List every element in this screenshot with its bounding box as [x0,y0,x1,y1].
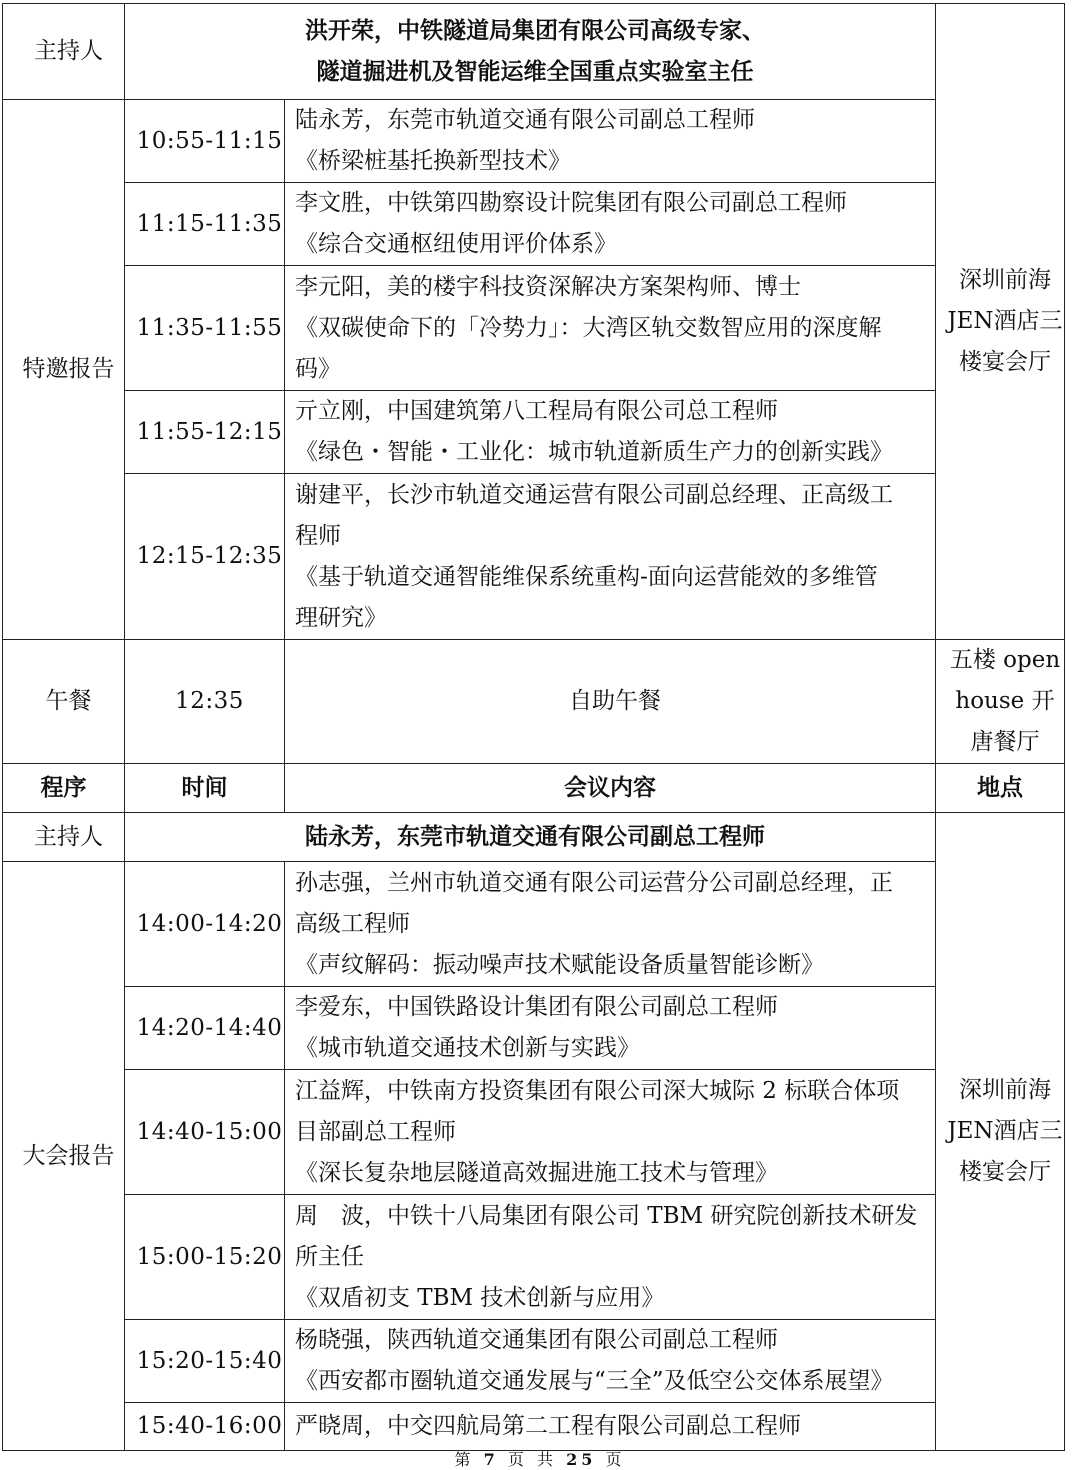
talk-time: 14:40-15:00 [125,1070,285,1195]
page-number: 7 [483,1450,499,1469]
footer-suffix: 页 [605,1450,626,1469]
table-row [3,183,1065,266]
location-cell: 深圳前海JEN酒店三楼宴会厅 [936,4,1065,640]
talk-line: 《声纹解码：振动噪声技术赋能设备质量智能诊断》 [295,951,824,978]
talk-line: 江益辉，中铁南方投资集团有限公司深大城际 2 标联合体项 [295,1077,900,1104]
talk-line: 《深长复杂地层隧道高效掘进施工技术与管理》 [295,1159,778,1186]
host-content [125,4,936,100]
talk-content [285,391,936,474]
lunch-time: 12:35 [125,640,285,764]
table-row [3,391,1065,474]
talk-content [285,266,936,391]
talk-line: 《绿色・智能・工业化：城市轨道新质生产力的创新实践》 [295,439,893,465]
talk-content [285,474,936,640]
header-program: 程序 [3,764,125,813]
talk-line: 周 波，中铁十八局集团有限公司 TBM 研究院创新技术研发 [295,1202,918,1229]
talk-line: 孙志强，兰州市轨道交通有限公司运营分公司副总经理，正 [295,869,893,896]
talk-time: 12:15-12:35 [125,474,285,640]
talk-content [285,987,936,1070]
talk-time: 14:20-14:40 [125,987,285,1070]
table-row [3,1070,1065,1195]
lunch-row [3,640,1065,764]
talk-time: 11:15-11:35 [125,183,285,266]
host-row [3,813,1065,862]
talk-line: 李爱东，中国铁路设计集团有限公司副总工程师 [295,994,778,1020]
header-time: 时间 [125,764,285,813]
talk-time: 10:55-11:15 [125,100,285,183]
table-row [3,1320,1065,1403]
talk-content [285,183,936,266]
talk-line: 《西安都市圈轨道交通发展与“三全”及低空公交体系展望》 [295,1368,894,1394]
talk-line: 程师 [295,522,341,549]
page-total: 25 [566,1450,597,1469]
talk-line: 码》 [295,355,341,382]
talk-line: 目部副总工程师 [295,1118,456,1145]
location-cell: 深圳前海JEN酒店三楼宴会厅 [936,813,1065,1451]
table-row [3,862,1065,987]
talk-line: 《综合交通枢纽使用评价体系》 [295,231,617,257]
talk-time: 11:35-11:55 [125,266,285,391]
footer-prefix: 第 [454,1450,475,1469]
talk-content [285,1403,936,1451]
host-line: 陆永芳，东莞市轨道交通有限公司副总工程师 [305,823,765,850]
header-location: 地点 [936,764,1065,813]
host-line: 隧道掘进机及智能运维全国重点实验室主任 [316,58,754,85]
table-row [3,266,1065,391]
talk-line: 《双盾初支 TBM 技术创新与应用》 [295,1284,665,1311]
lunch-location: 五楼 open house 开唐餐厅 [936,640,1065,764]
talk-line: 李元阳，美的楼宇科技资深解决方案架构师、博士 [295,273,801,300]
table-row [3,100,1065,183]
talk-line: 《双碳使命下的「冷势力」：大湾区轨交数智应用的深度解 [295,314,882,341]
talk-content [285,1070,936,1195]
talk-content [285,862,936,987]
table-row [3,474,1065,640]
table-header-row [3,764,1065,813]
talk-line: 《基于轨道交通智能维保系统重构-面向运营能效的多维管 [295,563,878,590]
talk-line: 理研究》 [295,604,387,631]
host-line: 洪开荣，中铁隧道局集团有限公司高级专家、 [305,17,765,44]
header-content: 会议内容 [285,764,936,813]
talk-content [285,100,936,183]
talk-time: 15:40-16:00 [125,1403,285,1451]
talk-content [285,1195,936,1320]
talk-time: 15:20-15:40 [125,1320,285,1403]
footer-middle: 页 共 [507,1450,557,1469]
table-row [3,1195,1065,1320]
talk-line: 严晓周，中交四航局第二工程有限公司副总工程师 [295,1413,801,1439]
talk-time: 14:00-14:20 [125,862,285,987]
table-row [3,1403,1065,1451]
host-content [125,813,936,862]
talk-line: 李文胜，中铁第四勘察设计院集团有限公司副总工程师 [295,190,847,216]
host-label: 主持人 [3,4,125,100]
talk-line: 杨晓强，陕西轨道交通集团有限公司副总工程师 [295,1327,778,1353]
talk-line: 谢建平，长沙市轨道交通运营有限公司副总经理、正高级工 [295,481,893,508]
talk-line: 《城市轨道交通技术创新与实践》 [295,1035,640,1061]
talk-time: 11:55-12:15 [125,391,285,474]
host-row [3,4,1065,100]
host-label: 主持人 [3,813,125,862]
talk-content [285,1320,936,1403]
talk-line: 高级工程师 [295,910,410,937]
section-label: 大会报告 [3,862,125,1451]
talk-line: 亓立刚，中国建筑第八工程局有限公司总工程师 [295,398,778,424]
talk-time: 15:00-15:20 [125,1195,285,1320]
section-label: 特邀报告 [3,100,125,640]
talk-line: 所主任 [295,1243,364,1270]
lunch-content: 自助午餐 [285,640,936,764]
talk-line: 《桥梁桩基托换新型技术》 [295,148,571,174]
talk-line: 陆永芳，东莞市轨道交通有限公司副总工程师 [295,107,755,133]
page-footer [0,1447,1080,1470]
lunch-label: 午餐 [3,640,125,764]
schedule-table [2,3,1065,1451]
table-row [3,987,1065,1070]
